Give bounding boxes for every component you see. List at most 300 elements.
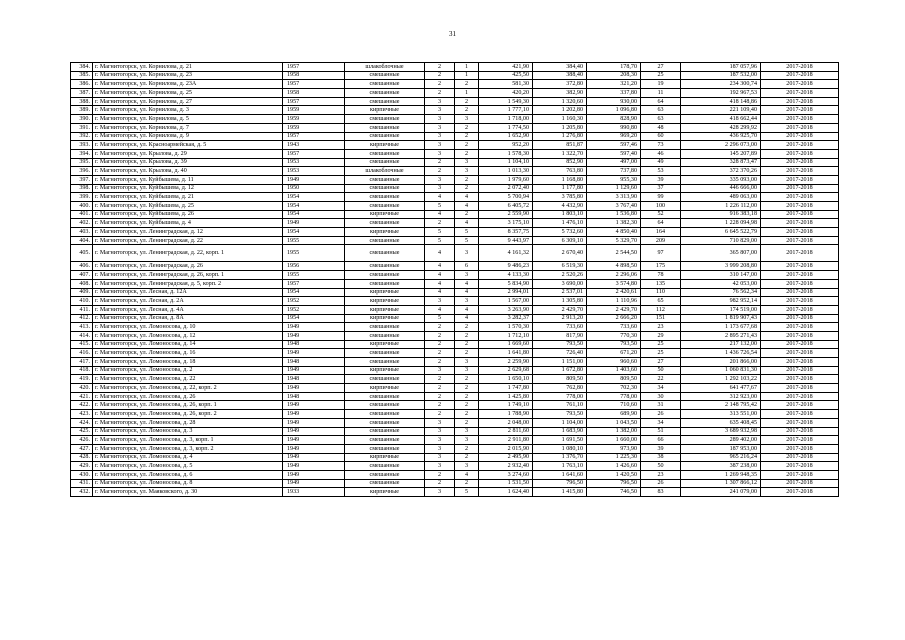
cell-period: 2017-2018 xyxy=(761,488,839,497)
cell-year-built: 1954 xyxy=(283,288,345,297)
cell-entrances: 1 xyxy=(455,71,479,80)
cell-floors: 2 xyxy=(425,384,455,393)
table-row xyxy=(71,219,839,228)
cell-total-area: 2 911,80 xyxy=(479,436,533,445)
cell-total-area: 5 700,94 xyxy=(479,193,533,202)
cell-period: 2017-2018 xyxy=(761,175,839,184)
cell-wall-material: кирпичные xyxy=(345,314,425,323)
cell-total-area: 4 133,30 xyxy=(479,271,533,280)
cell-period: 2017-2018 xyxy=(761,392,839,401)
cell-residents: 51 xyxy=(641,427,681,436)
cell-entrances: 3 xyxy=(455,436,479,445)
table-row xyxy=(71,323,839,332)
cell-address: г. Магнитогорск, ул. Лесная, д. 8А xyxy=(93,314,283,323)
cell-total-area: 2 559,90 xyxy=(479,210,533,219)
cell-wall-material: смешанные xyxy=(345,202,425,211)
cell-year-built: 1954 xyxy=(283,314,345,323)
cell-period: 2017-2018 xyxy=(761,106,839,115)
table-row xyxy=(71,462,839,471)
table-row xyxy=(71,331,839,340)
cell-residential-area: 852,90 xyxy=(533,158,587,167)
cell-address: г. Магнитогорск, ул. Куйбышева, д. 12 xyxy=(93,184,283,193)
cell-residential-area: 1 691,50 xyxy=(533,436,587,445)
table-row xyxy=(71,375,839,384)
cell-address: г. Магнитогорск, ул. Крылова, д. 29 xyxy=(93,149,283,158)
cell-entrances: 2 xyxy=(455,384,479,393)
cell-residential-area: 1 305,80 xyxy=(533,297,587,306)
cell-owned-area: 337,80 xyxy=(587,89,641,98)
cell-cost: 428 299,92 xyxy=(681,123,761,132)
cell-row-number: 393. xyxy=(71,141,93,150)
cell-row-number: 398. xyxy=(71,184,93,193)
cell-floors: 2 xyxy=(425,331,455,340)
cell-address: г. Магнитогорск, ул. Корнилова, д. 23 xyxy=(93,71,283,80)
table-row xyxy=(71,106,839,115)
cell-period: 2017-2018 xyxy=(761,288,839,297)
cell-year-built: 1959 xyxy=(283,115,345,124)
cell-year-built: 1954 xyxy=(283,193,345,202)
cell-floors: 3 xyxy=(425,418,455,427)
cell-residential-area: 1 763,10 xyxy=(533,462,587,471)
cell-total-area: 1 652,90 xyxy=(479,132,533,141)
cell-year-built: 1958 xyxy=(283,89,345,98)
cell-address: г. Магнитогорск, ул. Куйбышева, д. 21 xyxy=(93,193,283,202)
cell-floors: 3 xyxy=(425,366,455,375)
cell-floors: 2 xyxy=(425,63,455,72)
cell-row-number: 407. xyxy=(71,271,93,280)
cell-owned-area: 1 225,30 xyxy=(587,453,641,462)
cell-owned-area: 1 382,30 xyxy=(587,219,641,228)
cell-floors: 2 xyxy=(425,167,455,176)
cell-entrances: 1 xyxy=(455,89,479,98)
cell-owned-area: 796,50 xyxy=(587,479,641,488)
table-row xyxy=(71,349,839,358)
cell-wall-material: смешанные xyxy=(345,262,425,271)
cell-floors: 2 xyxy=(425,470,455,479)
table-row xyxy=(71,366,839,375)
cell-residential-area: 809,50 xyxy=(533,375,587,384)
cell-cost: 234 300,74 xyxy=(681,80,761,89)
cell-entrances: 1 xyxy=(455,63,479,72)
cell-address: г. Магнитогорск, ул. Корнилова, д. 25 xyxy=(93,89,283,98)
cell-entrances: 2 xyxy=(455,479,479,488)
cell-wall-material: смешанные xyxy=(345,219,425,228)
cell-wall-material: смешанные xyxy=(345,470,425,479)
cell-entrances: 3 xyxy=(455,167,479,176)
table-row xyxy=(71,149,839,158)
cell-entrances: 3 xyxy=(455,366,479,375)
cell-wall-material: смешанные xyxy=(345,349,425,358)
cell-year-built: 1957 xyxy=(283,149,345,158)
cell-owned-area: 809,50 xyxy=(587,375,641,384)
cell-owned-area: 1 382,00 xyxy=(587,427,641,436)
cell-owned-area: 960,60 xyxy=(587,358,641,367)
cell-period: 2017-2018 xyxy=(761,193,839,202)
cell-wall-material: смешанные xyxy=(345,401,425,410)
cell-entrances: 2 xyxy=(455,375,479,384)
cell-row-number: 413. xyxy=(71,323,93,332)
cell-address: г. Магнитогорск, ул. Корнилова, д. 21 xyxy=(93,63,283,72)
cell-residents: 53 xyxy=(641,167,681,176)
cell-row-number: 404. xyxy=(71,236,93,245)
table-row xyxy=(71,418,839,427)
cell-floors: 5 xyxy=(425,202,455,211)
cell-residential-area: 1 151,00 xyxy=(533,358,587,367)
cell-total-area: 425,50 xyxy=(479,71,533,80)
cell-floors: 2 xyxy=(425,80,455,89)
cell-cost: 241 079,00 xyxy=(681,488,761,497)
cell-row-number: 395. xyxy=(71,158,93,167)
table-row xyxy=(71,384,839,393)
cell-period: 2017-2018 xyxy=(761,436,839,445)
cell-wall-material: смешанные xyxy=(345,358,425,367)
cell-residents: 34 xyxy=(641,384,681,393)
cell-owned-area: 746,50 xyxy=(587,488,641,497)
cell-row-number: 424. xyxy=(71,418,93,427)
cell-address: г. Магнитогорск, ул. Корнилова, д. 27 xyxy=(93,97,283,106)
cell-residents: 112 xyxy=(641,305,681,314)
cell-year-built: 1949 xyxy=(283,444,345,453)
cell-period: 2017-2018 xyxy=(761,314,839,323)
cell-residents: 100 xyxy=(641,202,681,211)
cell-total-area: 1 669,60 xyxy=(479,340,533,349)
cell-period: 2017-2018 xyxy=(761,410,839,419)
cell-row-number: 426. xyxy=(71,436,93,445)
cell-year-built: 1957 xyxy=(283,63,345,72)
cell-residents: 60 xyxy=(641,132,681,141)
cell-entrances: 6 xyxy=(455,262,479,271)
table-row xyxy=(71,158,839,167)
cell-floors: 3 xyxy=(425,106,455,115)
cell-owned-area: 1 536,80 xyxy=(587,210,641,219)
cell-year-built: 1952 xyxy=(283,297,345,306)
cell-total-area: 3 274,60 xyxy=(479,470,533,479)
cell-address: г. Магнитогорск, ул. Корнилова, д. 7 xyxy=(93,123,283,132)
cell-entrances: 2 xyxy=(455,453,479,462)
cell-row-number: 416. xyxy=(71,349,93,358)
cell-year-built: 1954 xyxy=(283,202,345,211)
cell-year-built: 1948 xyxy=(283,358,345,367)
cell-total-area: 5 834,90 xyxy=(479,279,533,288)
cell-owned-area: 1 660,00 xyxy=(587,436,641,445)
cell-address: г. Магнитогорск, ул. Лесная, д. 2А xyxy=(93,297,283,306)
cell-floors: 4 xyxy=(425,210,455,219)
cell-period: 2017-2018 xyxy=(761,401,839,410)
cell-period: 2017-2018 xyxy=(761,349,839,358)
table-row xyxy=(71,202,839,211)
cell-total-area: 2 072,40 xyxy=(479,184,533,193)
cell-owned-area: 733,60 xyxy=(587,323,641,332)
cell-row-number: 432. xyxy=(71,488,93,497)
cell-floors: 2 xyxy=(425,392,455,401)
cell-residents: 50 xyxy=(641,462,681,471)
cell-entrances: 2 xyxy=(455,123,479,132)
cell-address: г. Магнитогорск, ул. Корнилова, д. 5 xyxy=(93,115,283,124)
cell-residential-area: 778,00 xyxy=(533,392,587,401)
table-row xyxy=(71,141,839,150)
cell-period: 2017-2018 xyxy=(761,123,839,132)
cell-floors: 2 xyxy=(425,479,455,488)
cell-total-area: 2 495,90 xyxy=(479,453,533,462)
cell-owned-area: 973,90 xyxy=(587,444,641,453)
cell-wall-material: смешанные xyxy=(345,184,425,193)
cell-total-area: 2 811,60 xyxy=(479,427,533,436)
cell-address: г. Магнитогорск, ул. Ленинградская, д. 12 xyxy=(93,228,283,237)
cell-period: 2017-2018 xyxy=(761,323,839,332)
cell-period: 2017-2018 xyxy=(761,149,839,158)
cell-total-area: 1 549,30 xyxy=(479,97,533,106)
cell-row-number: 423. xyxy=(71,410,93,419)
cell-residential-area: 733,60 xyxy=(533,323,587,332)
cell-owned-area: 702,30 xyxy=(587,384,641,393)
cell-owned-area: 208,30 xyxy=(587,71,641,80)
cell-cost: 187 953,00 xyxy=(681,444,761,453)
cell-wall-material: кирпичные xyxy=(345,340,425,349)
cell-period: 2017-2018 xyxy=(761,427,839,436)
cell-entrances: 2 xyxy=(455,80,479,89)
cell-row-number: 399. xyxy=(71,193,93,202)
cell-owned-area: 1 096,80 xyxy=(587,106,641,115)
cell-floors: 2 xyxy=(425,219,455,228)
table-row xyxy=(71,288,839,297)
cell-year-built: 1955 xyxy=(283,245,345,262)
cell-row-number: 391. xyxy=(71,123,93,132)
cell-year-built: 1957 xyxy=(283,80,345,89)
cell-residential-area: 796,50 xyxy=(533,479,587,488)
cell-residents: 30 xyxy=(641,392,681,401)
cell-cost: 418 148,86 xyxy=(681,97,761,106)
cell-residents: 38 xyxy=(641,453,681,462)
table-row xyxy=(71,453,839,462)
cell-cost: 1 228 094,98 xyxy=(681,219,761,228)
cell-floors: 4 xyxy=(425,305,455,314)
cell-period: 2017-2018 xyxy=(761,331,839,340)
cell-residential-area: 1 476,10 xyxy=(533,219,587,228)
cell-total-area: 1 979,60 xyxy=(479,175,533,184)
cell-row-number: 411. xyxy=(71,305,93,314)
cell-entrances: 2 xyxy=(455,210,479,219)
cell-year-built: 1956 xyxy=(283,262,345,271)
cell-cost: 192 967,53 xyxy=(681,89,761,98)
cell-residents: 23 xyxy=(641,470,681,479)
cell-floors: 3 xyxy=(425,175,455,184)
cell-address: г. Магнитогорск, ул. Маяковского, д. 30 xyxy=(93,488,283,497)
cell-cost: 289 402,00 xyxy=(681,436,761,445)
cell-cost: 76 562,34 xyxy=(681,288,761,297)
cell-period: 2017-2018 xyxy=(761,63,839,72)
cell-row-number: 420. xyxy=(71,384,93,393)
cell-entrances: 4 xyxy=(455,288,479,297)
cell-owned-area: 1 043,50 xyxy=(587,418,641,427)
table-row xyxy=(71,470,839,479)
table-row xyxy=(71,444,839,453)
cell-cost: 221 109,40 xyxy=(681,106,761,115)
cell-row-number: 418. xyxy=(71,366,93,375)
cell-floors: 5 xyxy=(425,314,455,323)
cell-residential-area: 1 202,80 xyxy=(533,106,587,115)
cell-owned-area: 1 420,50 xyxy=(587,470,641,479)
cell-row-number: 397. xyxy=(71,175,93,184)
cell-period: 2017-2018 xyxy=(761,80,839,89)
cell-entrances: 2 xyxy=(455,349,479,358)
cell-total-area: 2 994,01 xyxy=(479,288,533,297)
cell-address: г. Магнитогорск, ул. Корнилова, д. 23А xyxy=(93,80,283,89)
table-row xyxy=(71,89,839,98)
cell-wall-material: кирпичные xyxy=(345,453,425,462)
cell-total-area: 1 641,80 xyxy=(479,349,533,358)
cell-period: 2017-2018 xyxy=(761,184,839,193)
cell-entrances: 2 xyxy=(455,410,479,419)
cell-cost: 489 063,00 xyxy=(681,193,761,202)
cell-residential-area: 384,40 xyxy=(533,63,587,72)
cell-year-built: 1954 xyxy=(283,210,345,219)
cell-wall-material: смешанные xyxy=(345,115,425,124)
cell-total-area: 3 282,37 xyxy=(479,314,533,323)
cell-cost: 710 829,00 xyxy=(681,236,761,245)
cell-address: г. Магнитогорск, ул. Ломоносова, д. 4 xyxy=(93,453,283,462)
cell-total-area: 2 259,90 xyxy=(479,358,533,367)
cell-cost: 365 807,00 xyxy=(681,245,761,262)
cell-period: 2017-2018 xyxy=(761,228,839,237)
cell-cost: 187 532,00 xyxy=(681,71,761,80)
cell-period: 2017-2018 xyxy=(761,384,839,393)
cell-year-built: 1949 xyxy=(283,219,345,228)
cell-year-built: 1955 xyxy=(283,236,345,245)
cell-wall-material: шлакоблочные xyxy=(345,167,425,176)
cell-floors: 3 xyxy=(425,184,455,193)
cell-wall-material: смешанные xyxy=(345,410,425,419)
cell-floors: 4 xyxy=(425,279,455,288)
cell-entrances: 4 xyxy=(455,279,479,288)
cell-residential-area: 1 177,80 xyxy=(533,184,587,193)
table-row xyxy=(71,340,839,349)
cell-year-built: 1949 xyxy=(283,410,345,419)
cell-floors: 3 xyxy=(425,462,455,471)
cell-cost: 1 173 677,68 xyxy=(681,323,761,332)
cell-residential-area: 761,10 xyxy=(533,401,587,410)
cell-residents: 29 xyxy=(641,331,681,340)
cell-address: г. Магнитогорск, ул. Куйбышева, д. 26 xyxy=(93,210,283,219)
cell-wall-material: смешанные xyxy=(345,418,425,427)
cell-total-area: 1 650,10 xyxy=(479,375,533,384)
cell-residents: 64 xyxy=(641,97,681,106)
cell-entrances: 2 xyxy=(455,97,479,106)
cell-entrances: 2 xyxy=(455,132,479,141)
cell-floors: 2 xyxy=(425,158,455,167)
cell-floors: 2 xyxy=(425,401,455,410)
cell-wall-material: смешанные xyxy=(345,375,425,384)
cell-row-number: 408. xyxy=(71,279,93,288)
cell-owned-area: 955,30 xyxy=(587,175,641,184)
cell-year-built: 1949 xyxy=(283,384,345,393)
cell-address: г. Магнитогорск, ул. Ломоносова, д. 28 xyxy=(93,418,283,427)
cell-address: г. Магнитогорск, ул. Ломоносова, д. 16 xyxy=(93,349,283,358)
cell-address: г. Магнитогорск, ул. Ленинградская, д. 26, корп. 1 xyxy=(93,271,283,280)
cell-entrances: 5 xyxy=(455,488,479,497)
table-row xyxy=(71,80,839,89)
cell-period: 2017-2018 xyxy=(761,115,839,124)
table-row xyxy=(71,358,839,367)
cell-owned-area: 1 110,96 xyxy=(587,297,641,306)
cell-residents: 52 xyxy=(641,210,681,219)
cell-year-built: 1949 xyxy=(283,453,345,462)
cell-row-number: 410. xyxy=(71,297,93,306)
cell-period: 2017-2018 xyxy=(761,141,839,150)
cell-period: 2017-2018 xyxy=(761,167,839,176)
cell-address: г. Магнитогорск, ул. Ленинградская, д. 5, корп. 2 xyxy=(93,279,283,288)
cell-address: г. Магнитогорск, ул. Ломоносова, д. 2 xyxy=(93,366,283,375)
table-row xyxy=(71,314,839,323)
cell-residents: 19 xyxy=(641,80,681,89)
cell-year-built: 1949 xyxy=(283,401,345,410)
cell-cost: 2 296 073,00 xyxy=(681,141,761,150)
cell-wall-material: кирпичные xyxy=(345,228,425,237)
cell-row-number: 389. xyxy=(71,106,93,115)
cell-cost: 387 238,00 xyxy=(681,462,761,471)
cell-floors: 3 xyxy=(425,115,455,124)
cell-entrances: 3 xyxy=(455,271,479,280)
cell-floors: 3 xyxy=(425,444,455,453)
cell-owned-area: 3 313,90 xyxy=(587,193,641,202)
table-row xyxy=(71,410,839,419)
cell-wall-material: смешанные xyxy=(345,71,425,80)
cell-entrances: 2 xyxy=(455,444,479,453)
cell-address: г. Магнитогорск, ул. Ломоносова, д. 12 xyxy=(93,331,283,340)
cell-residents: 110 xyxy=(641,288,681,297)
cell-period: 2017-2018 xyxy=(761,271,839,280)
cell-period: 2017-2018 xyxy=(761,97,839,106)
cell-period: 2017-2018 xyxy=(761,219,839,228)
cell-row-number: 429. xyxy=(71,462,93,471)
cell-owned-area: 793,50 xyxy=(587,340,641,349)
cell-owned-area: 689,90 xyxy=(587,410,641,419)
table-row xyxy=(71,167,839,176)
cell-period: 2017-2018 xyxy=(761,158,839,167)
cell-total-area: 1 747,80 xyxy=(479,384,533,393)
buildings-table xyxy=(70,62,839,497)
cell-owned-area: 1 426,60 xyxy=(587,462,641,471)
cell-entrances: 3 xyxy=(455,358,479,367)
cell-address: г. Магнитогорск, ул. Куйбышева, д. 25 xyxy=(93,202,283,211)
cell-wall-material: кирпичные xyxy=(345,288,425,297)
table-body xyxy=(71,63,839,497)
cell-period: 2017-2018 xyxy=(761,418,839,427)
cell-residential-area: 2 520,26 xyxy=(533,271,587,280)
cell-residents: 73 xyxy=(641,141,681,150)
cell-year-built: 1953 xyxy=(283,158,345,167)
table-row xyxy=(71,63,839,72)
cell-year-built: 1949 xyxy=(283,470,345,479)
cell-address: г. Магнитогорск, ул. Ломоносова, д. 10 xyxy=(93,323,283,332)
table-row xyxy=(71,123,839,132)
cell-residents: 27 xyxy=(641,63,681,72)
cell-residents: 66 xyxy=(641,436,681,445)
cell-floors: 3 xyxy=(425,427,455,436)
cell-floors: 2 xyxy=(425,349,455,358)
cell-cost: 1 292 103,22 xyxy=(681,375,761,384)
cell-owned-area: 2 544,50 xyxy=(587,245,641,262)
cell-row-number: 409. xyxy=(71,288,93,297)
cell-owned-area: 597,40 xyxy=(587,149,641,158)
cell-wall-material: смешанные xyxy=(345,132,425,141)
cell-total-area: 1 570,30 xyxy=(479,323,533,332)
table-row xyxy=(71,305,839,314)
cell-residents: 99 xyxy=(641,193,681,202)
cell-period: 2017-2018 xyxy=(761,236,839,245)
cell-period: 2017-2018 xyxy=(761,245,839,262)
cell-address: г. Магнитогорск, ул. Ломоносова, д. 3 xyxy=(93,427,283,436)
cell-address: г. Магнитогорск, ул. Ломоносова, д. 5 xyxy=(93,462,283,471)
